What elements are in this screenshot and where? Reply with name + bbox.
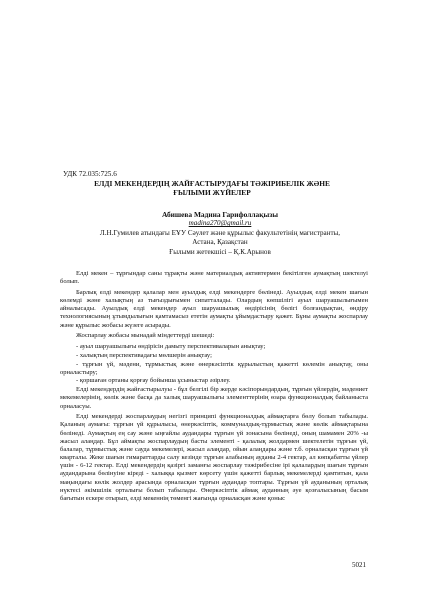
body-paragraph: Елді мекендерді жоспарлаудың негізгі принципі функционалдық аймақтарға бөлу болып табылады. Қаланың аумағы: тұрғын үй құрылысы, өнеркәсіптік, коммуналдық-тұрмыстық және көлік аймақтарына бөлінеді. Аумақтың ең сау және ыңғайлы аудандары тұрғын үй зонасына бөлінеді, оның шамамен 20% -ы жасыл алаңдар. Бұл аймақты жоспарлаудың басты элементі - қалалық жолдармен шектелетін тұрғын үй, балалар, тұрмыстық және сауда мекемелері, жасыл алаңдар, ойын алаңдары және т.б. орналасқан тұрғын үй кварталы. Жеке шағын гимараттарды салу кезінде тұрғын алабының ауданы 2-4 гектар, ал көпқабатты үйлер үшін - 6-12 гектар. Елді мекендердің қазіргі заманғы жоспарлау тәжірибесіне ірі қалалардың шағын тұрғын аудандарына бөлінуіне кіреді - халыққа қызмет көрсету үшін қажетті барлық мекемелерді қамтитын, қала маңындағы көлік жолдер арасында орналасқан тұрғын аудандар топтары. Тұрғын үй ауданының орталық нүктесі әкімшілік орталығы болып табылады. Өнеркәсіптік аймақ ауданның әуе қозғалысының басым бағытын ескере отырып, елді мекеннің төменгі жағында орналасқан және қоныс	[60, 413, 368, 502]
author-city: Астана, Қазақстан	[192, 238, 248, 247]
list-item: - қоршаған ортаны қорғау бойынша ұсыныстар әзірлеу.	[76, 377, 231, 385]
udc-code: УДК 72.035:725.6	[63, 170, 117, 178]
article-title	[52, 179, 372, 197]
author-name: Абишева Мадина Гарифоллақызы	[161, 210, 279, 219]
article-title-line-2: ҒЫЛЫМИ ЖҮЙЕЛЕР	[173, 188, 251, 197]
body-paragraph: Барлық елді мекендер қалалар мен ауылдық елді мекендерге бөлінеді. Ауылдық елді мекен шағын көлемді және халықтың аз тығыздығымен сипатталады. Олардың көпшілігі ауыл шаруашылығымен айналысады. Ауылдық елді мекендер ауыл шаруашылық өндірісінің бөлігі болғандықтан, өндіру технологиясының ұтымдылығын қамтамасыз ететін аумақты ұйымдастыру қажет. Бұны аумақты жоспарлау және құрылыс жобасы жүзеге асырады.	[60, 288, 368, 329]
body-paragraph: Жоспарлау жобасы мынадай міндеттерді шешеді:	[76, 332, 215, 340]
article-title-line-1: ЕЛДІ МЕКЕНДЕРДІҢ ЖАЙҒАСТЫРУДАҒЫ ТӘЖІРИБЕЛІК ЖӘНЕ	[94, 179, 330, 188]
page-number: 5021	[352, 561, 366, 569]
list-item: - ауыл шаруашылығы өндірісін дамыту перспективаларын анықтау;	[76, 343, 266, 351]
list-item: - халықтың перспективадағы мөлшерін анықтау;	[76, 351, 212, 359]
body-paragraph: Елді мекен – тұрғындар саны тұрақты және материалдық активтермен бекітілген аумақтың шектелуі болып.	[60, 270, 368, 286]
article-body	[60, 270, 368, 506]
author-supervisor: Ғылыми жетекшісі – Қ.К.Арынов	[169, 247, 271, 256]
author-email-link[interactable]: madina270@gmail.ru	[188, 219, 252, 228]
author-block	[80, 210, 360, 257]
list-item: - тұрғын үй, мәдени, тұрмыстық және өнеркәсіптік құрылыстың қажетті көлемін анықтау, оны орналастыру;	[60, 360, 368, 376]
body-paragraph: Елді мекендердің жайғастырылуы - бұл белгілі бір жерде кәсіпорындардың, тұрғын үйлердің, мәдениет мекемелерінің, көлік және басқа да халық шаруашылығы элементтерінің өзара функционалдық байланыста орналасуы.	[60, 386, 368, 410]
author-affiliation: Л.Н.Гумилев атындағы ЕҰУ Сәулет және құрылыс факультетінің магистранты,	[99, 228, 341, 237]
